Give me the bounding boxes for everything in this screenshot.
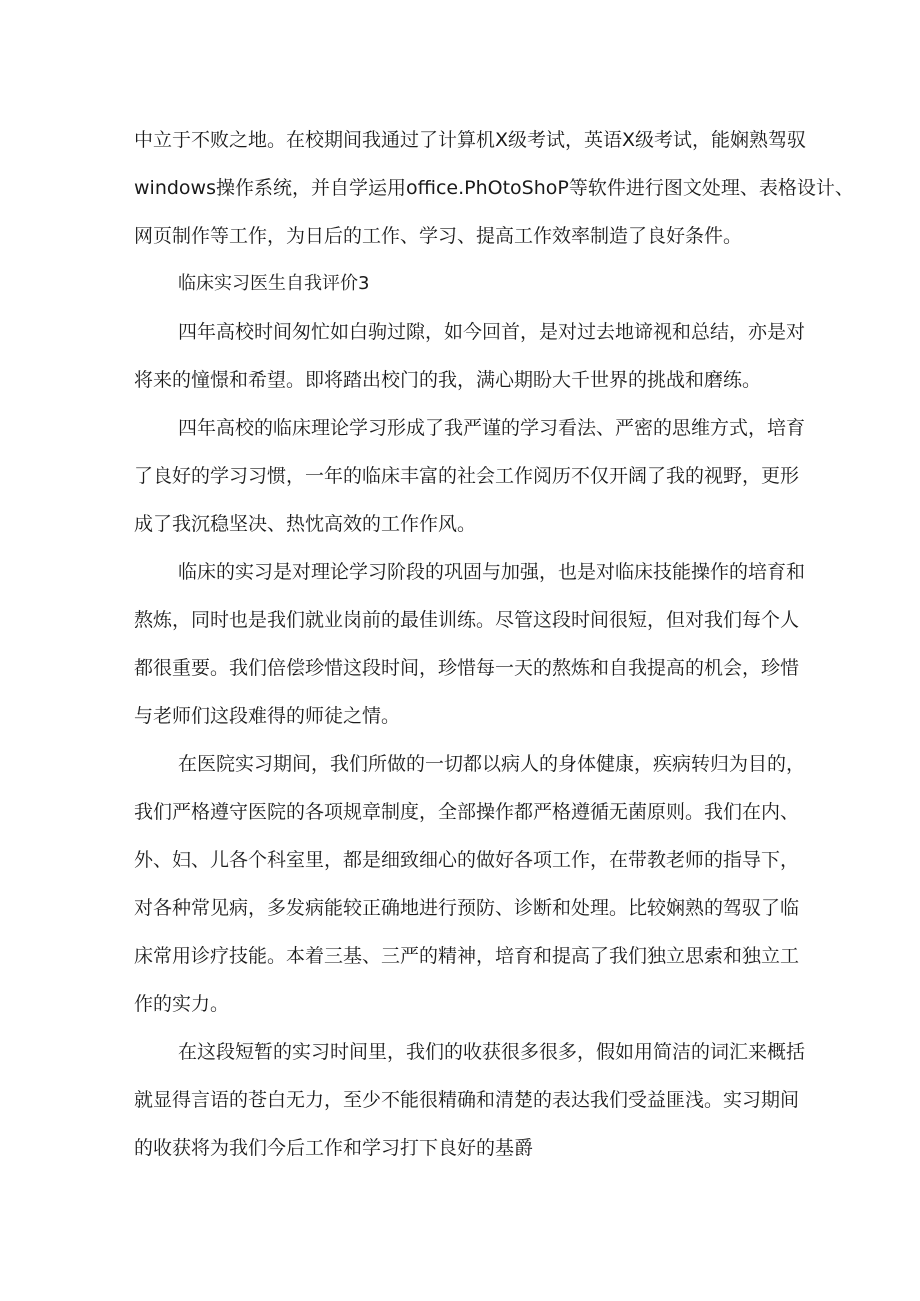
paragraph-line: 将来的憧憬和希望。即将踏出校门的我，满心期盼大千世界的挑战和磨练。	[134, 369, 762, 391]
paragraph-line: 中立于不败之地。在校期间我通过了计算机X级考试，英语X级考试，能娴熟驾驭	[134, 129, 807, 151]
paragraph-line: 成了我沉稳坚决、热忱高效的工作作风。	[134, 513, 477, 535]
paragraph-line: 对各种常见病，多发病能较正确地进行预防、诊断和处理。比较娴熟的驾驭了临	[134, 897, 800, 919]
paragraph-line: 在医院实习期间，我们所做的一切都以病人的身体健康，疾病转归为目的，	[178, 753, 806, 775]
paragraph-line: 四年高校的临床理论学习形成了我严谨的学习看法、严密的思维方式，培育	[178, 417, 806, 439]
section-heading: 临床实习医生自我评价3	[178, 273, 370, 294]
paragraph-line: 网页制作等工作，为日后的工作、学习、提高工作效率制造了良好条件。	[134, 225, 743, 247]
paragraph-line: 床常用诊疗技能。本着三基、三严的精神，培育和提高了我们独立思索和独立工	[134, 945, 800, 967]
paragraph-line: 了良好的学习习惯，一年的临床丰富的社会工作阅历不仅开阔了我的视野，更形	[134, 465, 800, 487]
paragraph-line: 就显得言语的苍白无力，至少不能很精确和清楚的表达我们受益匪浅。实习期间	[134, 1089, 800, 1111]
paragraph-line: 熬炼，同时也是我们就业岗前的最佳训练。尽管这段时间很短，但对我们每个人	[134, 609, 800, 631]
paragraph-line: 作的实力。	[134, 993, 230, 1015]
paragraph-line: windows操作系统，并自学运用office.PhOtoShoP等软件进行图文处理、表格设计、	[134, 177, 854, 199]
paragraph-line: 四年高校时间匆忙如白驹过隙，如今回首，是对过去地谛视和总结，亦是对	[178, 321, 806, 343]
paragraph-line: 与老师们这段难得的师徒之情。	[134, 705, 401, 727]
paragraph-line: 的收获将为我们今后工作和学习打下良好的基爵	[134, 1137, 534, 1159]
paragraph-line: 我们严格遵守医院的各项规章制度，全部操作都严格遵循无菌原则。我们在内、	[134, 801, 800, 823]
paragraph-line: 临床的实习是对理论学习阶段的巩固与加强，也是对临床技能操作的培育和	[178, 561, 806, 583]
paragraph-line: 在这段短暂的实习时间里，我们的收获很多很多，假如用简洁的词汇来概括	[178, 1041, 806, 1063]
paragraph-line: 外、妇、儿各个科室里，都是细致细心的做好各项工作，在带教老师的指导下，	[134, 849, 800, 871]
paragraph-line: 都很重要。我们倍偿珍惜这段时间，珍惜每一天的熬炼和自我提高的机会，珍惜	[134, 657, 800, 679]
